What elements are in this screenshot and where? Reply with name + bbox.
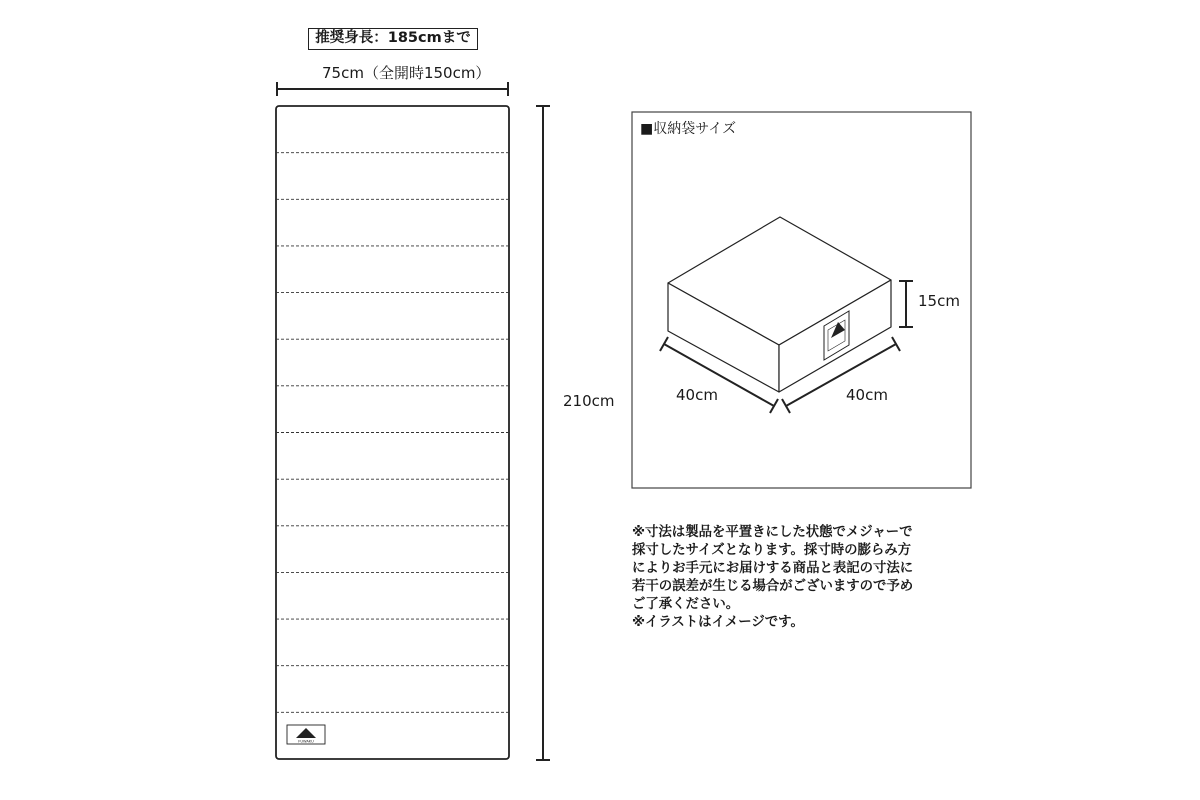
note-line: ご了承ください。: [632, 597, 740, 612]
note-line: ※イラストはイメージです。: [632, 615, 804, 630]
bag-title: ■収納袋サイズ: [640, 121, 737, 137]
note-line: ※寸法は製品を平置きにした状態でメジャーで: [632, 525, 913, 540]
mat-length-dimension: [536, 106, 550, 760]
mat-width-dimension: [277, 82, 508, 96]
recommended-height-tag: 推奨身長：185cmまで: [308, 28, 478, 50]
note-line: によりお手元にお届けする商品と表記の寸法に: [632, 561, 914, 576]
mat-logo-text: FUWAKU: [298, 739, 314, 744]
bag-height-label: 15cm: [918, 292, 960, 310]
bag-width-label: 40cm: [846, 386, 888, 404]
bag-depth-label: 40cm: [676, 386, 718, 404]
note-line: 若干の誤差が生じる場合がございますので予め: [632, 579, 914, 594]
note-line: 採寸したサイズとなります。採寸時の膨らみ方: [632, 543, 912, 558]
mat-length-label: 210cm: [563, 392, 615, 410]
mat-width-label: 75cm（全開時150cm）: [322, 64, 491, 82]
notes-block: [632, 524, 972, 632]
mat-logo-badge: [287, 725, 325, 744]
